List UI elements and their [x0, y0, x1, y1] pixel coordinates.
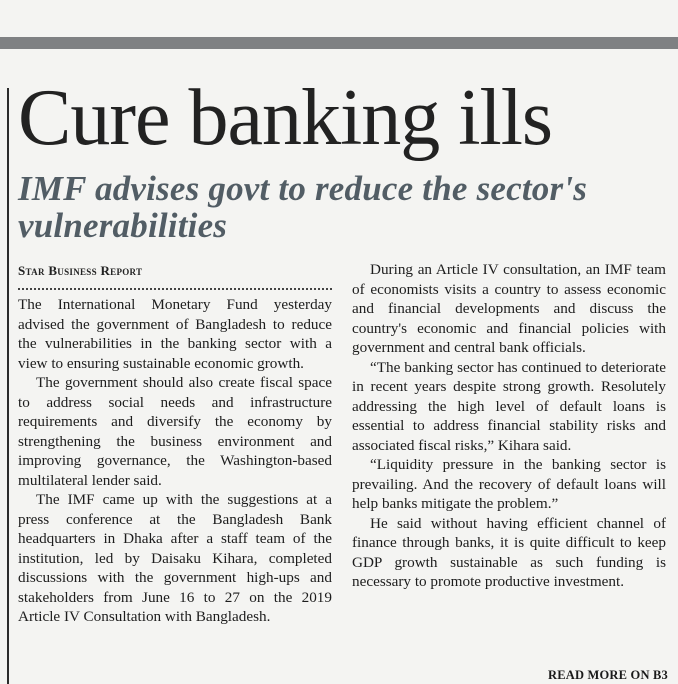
paragraph: He said without having efficient channel of finance through banks, it is quite difficult to keep GDP growth sustainable as such funding is necessary to promote productive investment. [352, 514, 666, 590]
headline: Cure banking ills [18, 74, 553, 162]
read-more-link[interactable]: READ MORE ON B3 [547, 668, 668, 682]
paragraph: The International Monetary Fund yesterday advised the government of Bangladesh to reduce the vulnerabilities in the banking sector with a view to ensuring sustainable economic growth. [18, 296, 332, 372]
paragraph: The IMF came up with the suggestions at a press conference at the Bangladesh Bank headquarters in Dhaka after a staff team of the institution, led by Daisaku Kihara, completed discussions with the government high-ups and stakeholders from June 16 to 27 on the 2019 Article IV Consultation with Bangladesh. [18, 491, 332, 625]
left-column-rule [7, 88, 9, 684]
paragraph: During an Article IV consultation, an IMF team of economists visits a country to assess economic and financial developments and discuss the country's economic and financial policies with government and central bank officials. [352, 261, 666, 356]
paragraph: The government should also create fiscal space to address social needs and infrastructure requirements and diversify the economy by strengthening the business environment and improving governance, the Washington-based multilateral lender said. [18, 374, 332, 489]
paragraph: “The banking sector has continued to deteriorate in recent years despite strong growth. Resolutely addressing the high level of default loans is essential to address financial stability risks and associated fiscal risks,” Kihara said. [352, 358, 666, 454]
byline-dotted-divider [18, 288, 332, 290]
article-column-left [18, 295, 332, 684]
article-column-right [352, 260, 666, 668]
subheadline: IMF advises govt to reduce the sector's vulnerabilities [18, 169, 588, 245]
top-gray-rule [0, 37, 678, 49]
paragraph: “Liquidity pressure in the banking sector is prevailing. And the recovery of default loans will help banks mitigate the problem.” [352, 456, 666, 512]
byline: Star Business Report [18, 263, 143, 278]
